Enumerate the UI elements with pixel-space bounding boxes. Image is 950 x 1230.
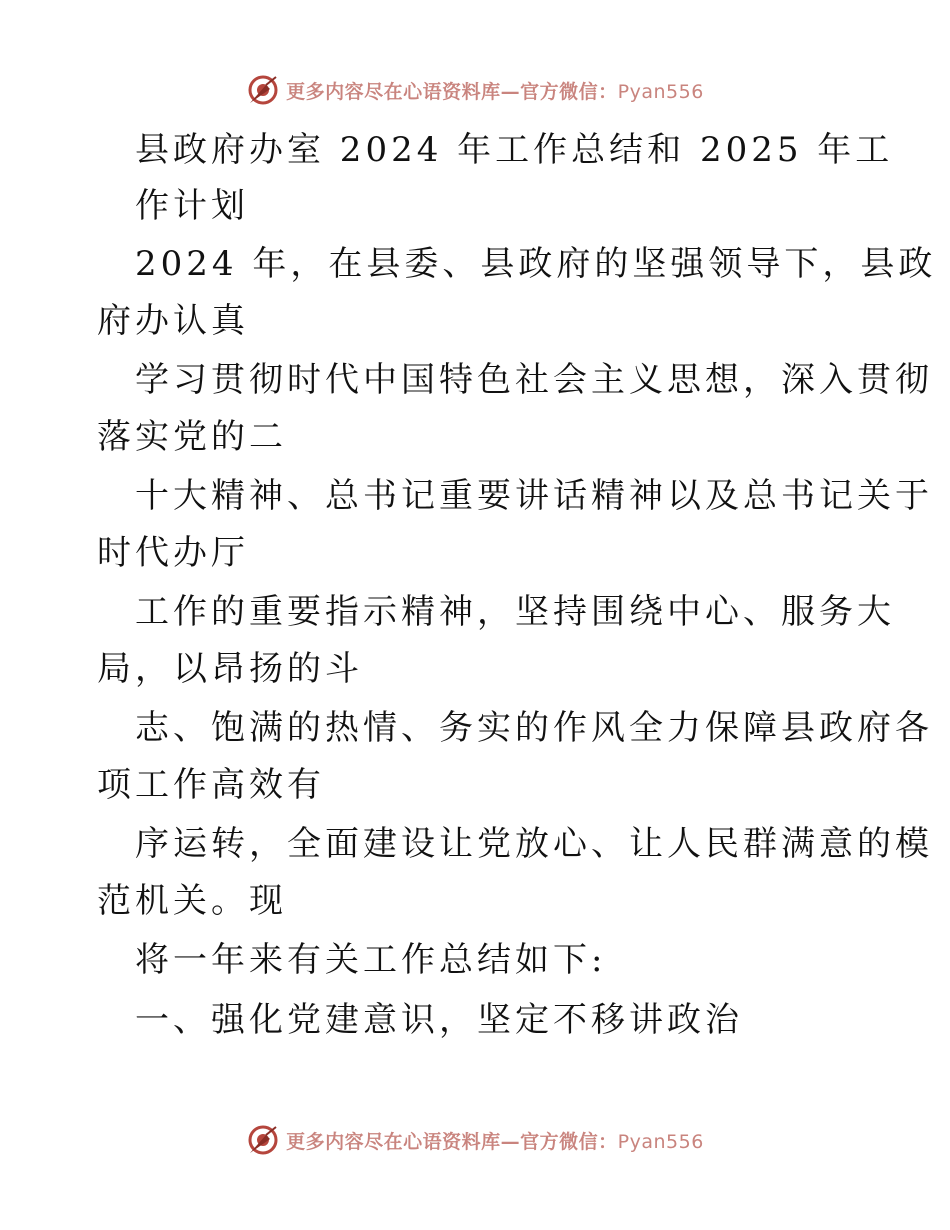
document-title-line-1: 县政府办室 2024 年工作总结和 2025 年工	[135, 130, 894, 170]
paragraph-line: 局，以昂扬的斗	[97, 649, 363, 689]
paragraph-line: 时代办厅	[97, 533, 249, 573]
paragraph-line: 工作的重要指示精神，坚持围绕中心、服务大	[135, 592, 895, 632]
paragraph-line: 志、饱满的热情、务实的作风全力保障县政府各	[135, 708, 933, 748]
paragraph-line: 项工作高效有	[97, 765, 325, 805]
header-watermark	[0, 70, 950, 110]
paragraph-line: 府办认真	[97, 301, 249, 341]
document-title-line-2: 作计划	[135, 186, 249, 226]
paragraph-line: 范机关。现	[97, 881, 287, 921]
paragraph-line: 落实党的二	[97, 417, 287, 457]
paragraph-line: 2024 年，在县委、县政府的坚强领导下，县政	[135, 244, 937, 284]
watermark-text: 更多内容尽在心语资料库—官方微信：Pyan556	[286, 80, 704, 103]
paragraph-line: 十大精神、总书记重要讲话精神以及总书记关于	[135, 476, 933, 516]
pen-logo-icon	[246, 1123, 280, 1157]
pen-logo-icon	[246, 73, 280, 107]
footer-watermark	[0, 1120, 950, 1160]
section-heading: 一、强化党建意识，坚定不移讲政治	[135, 1000, 743, 1040]
paragraph-line: 序运转，全面建设让党放心、让人民群满意的模	[135, 824, 933, 864]
watermark-text: 更多内容尽在心语资料库—官方微信：Pyan556	[286, 1130, 704, 1153]
paragraph-line: 将一年来有关工作总结如下:	[135, 940, 607, 980]
paragraph-line: 学习贯彻时代中国特色社会主义思想，深入贯彻	[135, 360, 933, 400]
